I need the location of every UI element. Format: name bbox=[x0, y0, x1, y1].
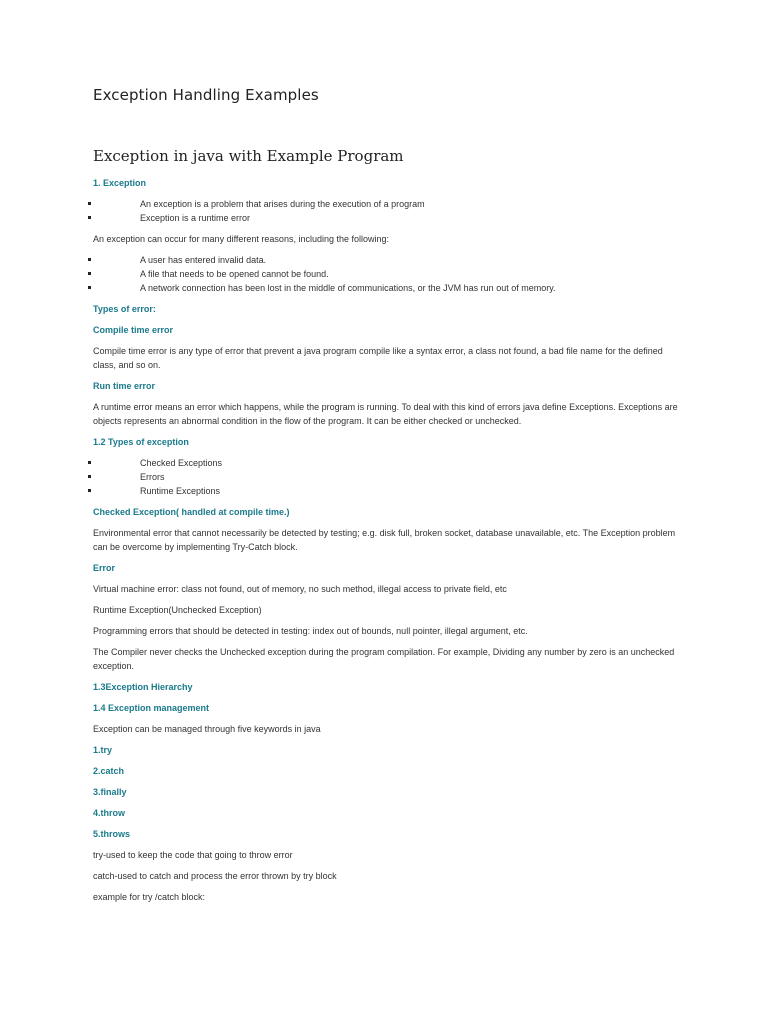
list-item bbox=[93, 211, 683, 225]
list-item bbox=[93, 253, 683, 267]
list-item-text: Checked Exceptions bbox=[140, 458, 223, 468]
paragraph: An exception can occur for many different reasons, including the following: bbox=[93, 234, 390, 244]
section-heading: Error bbox=[93, 563, 116, 573]
bullet-square-icon bbox=[88, 202, 91, 205]
main-heading: Exception in java with Example Program bbox=[93, 147, 404, 165]
section-heading: Checked Exception( handled at compile time.) bbox=[93, 507, 290, 517]
paragraph: The Compiler never checks the Unchecked exception during the program compilation. For example, Dividing any number by zero is an unchecked exception. bbox=[93, 647, 675, 671]
section-heading: 1.try bbox=[93, 745, 113, 755]
section-heading: Types of error: bbox=[93, 304, 156, 314]
section-heading: 2.catch bbox=[93, 766, 125, 776]
document-title: Exception Handling Examples bbox=[93, 86, 319, 104]
paragraph: Virtual machine error: class not found, out of memory, no such method, illegal access to private field, etc bbox=[93, 584, 507, 594]
paragraph: Exception can be managed through five keywords in java bbox=[93, 724, 321, 734]
list-item-text: An exception is a problem that arises during the execution of a program bbox=[140, 199, 425, 209]
list-item bbox=[93, 456, 683, 470]
list-item-text: A network connection has been lost in the middle of communications, or the JVM has run out of memory. bbox=[140, 283, 556, 293]
section-heading: 1.2 Types of exception bbox=[93, 437, 189, 447]
bullet-square-icon bbox=[88, 272, 91, 275]
section-heading: 1.4 Exception management bbox=[93, 703, 210, 713]
bullet-list bbox=[93, 253, 683, 295]
list-item-text: Errors bbox=[140, 472, 165, 482]
section-heading: Run time error bbox=[93, 381, 156, 391]
list-item bbox=[93, 281, 683, 295]
bullet-square-icon bbox=[88, 461, 91, 464]
section-heading: 4.throw bbox=[93, 808, 126, 818]
paragraph: Programming errors that should be detected in testing: index out of bounds, null pointer, illegal argument, etc. bbox=[93, 626, 528, 636]
section-heading: 1.3Exception Hierarchy bbox=[93, 682, 193, 692]
section-heading: Compile time error bbox=[93, 325, 174, 335]
paragraph: Environmental error that cannot necessarily be detected by testing; e.g. disk full, broken socket, database unavailable, etc. The Exception problem can be overcome by implementing Try-Catch block. bbox=[93, 528, 676, 552]
paragraph: Compile time error is any type of error that prevent a java program compile like a syntax error, a class not found, a bad file name for the defined class, and so on. bbox=[93, 346, 663, 370]
section-heading: 1. Exception bbox=[93, 178, 147, 188]
bullet-square-icon bbox=[88, 475, 91, 478]
bullet-list bbox=[93, 456, 683, 498]
section-heading: 5.throws bbox=[93, 829, 131, 839]
list-item bbox=[93, 484, 683, 498]
paragraph: try-used to keep the code that going to throw error bbox=[93, 850, 293, 860]
bullet-square-icon bbox=[88, 216, 91, 219]
paragraph: example for try /catch block: bbox=[93, 892, 206, 902]
list-item bbox=[93, 197, 683, 211]
list-item bbox=[93, 470, 683, 484]
bullet-square-icon bbox=[88, 286, 91, 289]
list-item bbox=[93, 267, 683, 281]
list-item-text: Exception is a runtime error bbox=[140, 213, 251, 223]
list-item-text: A user has entered invalid data. bbox=[140, 255, 267, 265]
list-item-text: A file that needs to be opened cannot be found. bbox=[140, 269, 329, 279]
bullet-square-icon bbox=[88, 258, 91, 261]
paragraph: A runtime error means an error which happens, while the program is running. To deal with this kind of errors java define Exceptions. Exceptions are objects represents an abnormal condition in the flow of the program. It can be either checked or unchecked. bbox=[93, 402, 678, 426]
bullet-list bbox=[93, 197, 683, 225]
bullet-square-icon bbox=[88, 489, 91, 492]
list-item-text: Runtime Exceptions bbox=[140, 486, 221, 496]
document-content bbox=[93, 145, 683, 911]
section-heading: 3.finally bbox=[93, 787, 127, 797]
paragraph: catch-used to catch and process the error thrown by try block bbox=[93, 871, 337, 881]
paragraph: Runtime Exception(Unchecked Exception) bbox=[93, 605, 262, 615]
